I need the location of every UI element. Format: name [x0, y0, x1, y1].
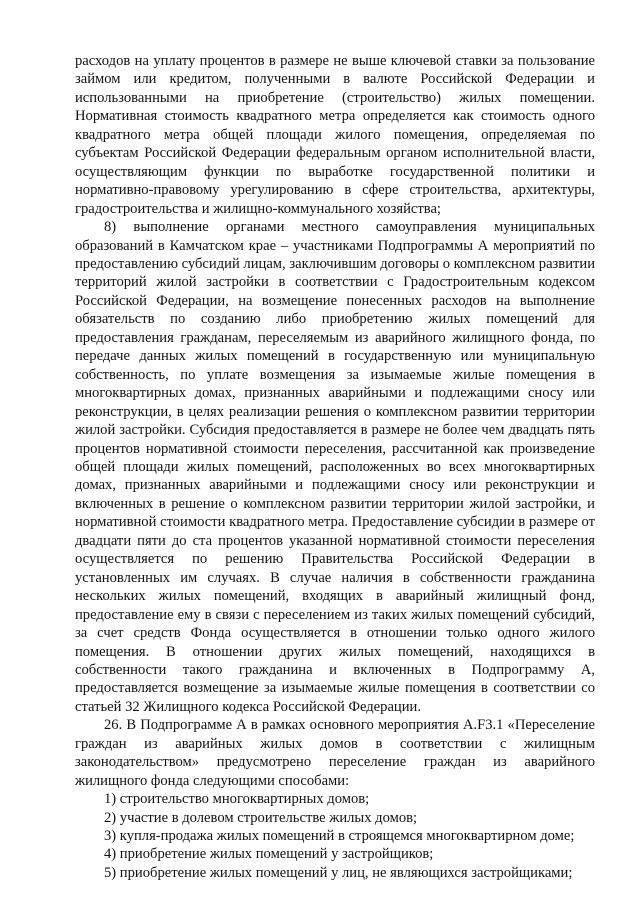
- paragraph-item-8: 8) выполнение органами местного самоуправления муниципальных образований в Камчатском крае – участниками Подпрограммы А мероприятий по предоставлению субсидий лицам, заключившим договоры о комплексном развитии территорий жилой застройки в соответствии с Градостроительным кодексом Российской Федерации, на возмещение понесенных расходов на выполнение обязательств по созданию либо приобретению жилых помещений для предоставления гражданам, переселяемым из аварийного жилищного фонда, по передаче данных жилых помещений в государственную или муниципальную собственность, по уплате возмещения за изымаемые жилые помещения в многоквартирных домах, признанных аварийными и подлежащими сносу или реконструкции, в целях реализации решения о комплексном развитии территории жилой застройки. Субсидия предоставляется в размере не более чем двадцать пять процентов нормативной стоимости переселения, рассчитанной как произведение общей площади жилых помещений, расположенных во всех многоквартирных домах, признанных аварийными и подлежащими сносу или реконструкции и включенных в решение о комплексном развитии территории жилой застройки, и нормативной стоимости квадратного метра. Предоставление субсидии в размере от двадцати пяти до ста процентов указанной нормативной стоимости переселения осуществляется по решению Правительства Российской Федерации в установленных им случаях. В случае наличия в собственности гражданина нескольких жилых помещений, входящих в аварийный жилищный фонд, предоставление ему в связи с переселением из таких жилых помещений субсидий, за счет средств Фонда осуществляется в отношении только одного жилого помещения. В отношении других жилых помещений, находящихся в собственности такого гражданина и включенных в Подпрограмму А, предоставляется возмещение за изымаемые жилые помещения в соответствии со статьей 32 Жилищного кодекса Российской Федерации.: [75, 219, 596, 715]
- paragraph-section-26: 26. В Подпрограмме А в рамках основного мероприятия А.F3.1 «Переселение граждан из аварийных жилых домов в соответствии с жилищным законодательством» предусмотрено переселение граждан из аварийного жилищного фонда следующими способами:: [75, 717, 595, 789]
- list-item-2: 2) участие в долевом строительстве жилых домов;: [104, 809, 418, 826]
- list-item-5: 5) приобретение жилых помещений у лиц, не являющихся застройщиками;: [104, 864, 573, 881]
- list-item-1: 1) строительство многоквартирных домов;: [104, 791, 370, 808]
- paragraph-continuation: расходов на уплату процентов в размере не выше ключевой ставки за пользование займом или кредитом, полученными в валюте Российской Федерации и использованными на приобретение (строительство) жилых помещении. Нормативная стоимость квадратного метра определяется как стоимость одного квадратного метра общей площади жилого помещения, определяемая по субъектам Российской Федерации федеральным органом исполнительной власти, осуществляющим функции по выработке государственной политики и нормативно-правовому урегулированию в сфере строительства, архитектуры, градостроительства и жилищно-коммунального хозяйства;: [75, 53, 595, 217]
- list-item-4: 4) приобретение жилых помещений у застройщиков;: [104, 846, 434, 863]
- document-body: [75, 52, 595, 882]
- list-item-3: 3) купля-продажа жилых помещений в строящемся многоквартирном доме;: [104, 828, 575, 845]
